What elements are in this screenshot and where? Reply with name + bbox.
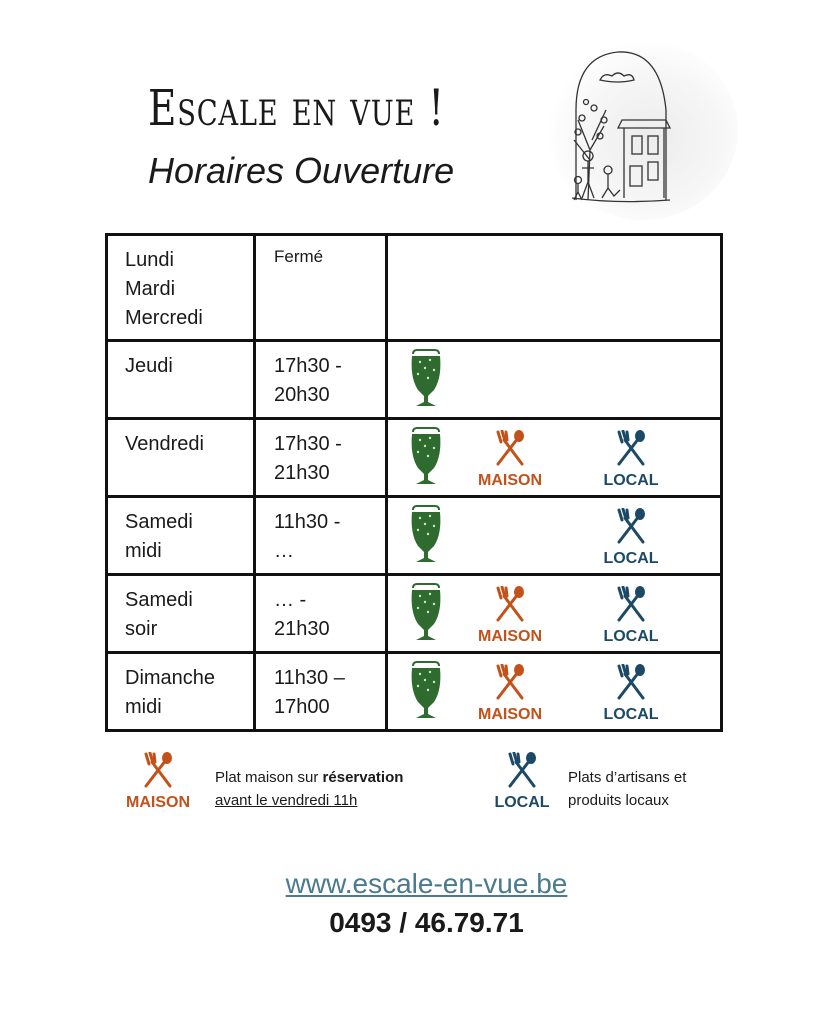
schedule-row — [107, 235, 722, 341]
local-label: LOCAL — [603, 550, 659, 567]
beer-glass-icon — [408, 504, 444, 566]
schedule-table — [105, 233, 723, 732]
house-logo — [548, 40, 738, 220]
hours-cell: … - 21h30 — [255, 575, 387, 653]
fork-spoon-icon — [615, 430, 647, 466]
hours-cell: 17h30 - 21h30 — [255, 419, 387, 497]
day-cell: Lundi Mardi Mercredi — [107, 235, 255, 341]
local-badge — [593, 430, 669, 490]
hours-cell: 17h30 - 20h30 — [255, 341, 387, 419]
schedule-row — [107, 497, 722, 575]
maison-badge — [472, 664, 548, 724]
beer-glass-icon — [408, 582, 444, 644]
offer-icons-cell — [387, 653, 722, 731]
day-cell: Dimanche midi — [107, 653, 255, 731]
legend-local-text: Plats d’artisans et produits locaux — [568, 769, 687, 809]
fork-spoon-icon — [494, 430, 526, 466]
local-badge — [593, 664, 669, 724]
schedule-row — [107, 341, 722, 419]
schedule-row — [107, 419, 722, 497]
fork-spoon-icon — [506, 752, 538, 788]
beer-glass-icon — [408, 348, 444, 410]
day-cell: Jeudi — [107, 341, 255, 419]
schedule-row — [107, 575, 722, 653]
legend-maison-icon — [120, 752, 196, 812]
local-badge — [593, 508, 669, 568]
maison-label: MAISON — [478, 472, 542, 489]
hours-cell: 11h30 – 17h00 — [255, 653, 387, 731]
schedule-row — [107, 653, 722, 731]
hours-cell: 11h30 - … — [255, 497, 387, 575]
phone-number: 0493 / 46.79.71 — [329, 907, 524, 938]
legend-maison-label: MAISON — [126, 794, 190, 811]
beer-glass-icon — [408, 348, 444, 410]
fork-spoon-icon — [615, 508, 647, 544]
local-label: LOCAL — [603, 706, 659, 723]
maison-badge — [472, 586, 548, 646]
maison-label: MAISON — [478, 628, 542, 645]
local-label: LOCAL — [603, 472, 659, 489]
beer-glass-icon — [408, 582, 444, 644]
legend-local-icon — [484, 752, 560, 812]
day-cell: Vendredi — [107, 419, 255, 497]
fork-spoon-icon — [494, 664, 526, 700]
local-label: LOCAL — [603, 628, 659, 645]
house-sketch-icon — [548, 40, 738, 220]
maison-label: MAISON — [478, 706, 542, 723]
offer-icons-cell — [387, 341, 722, 419]
offer-icons-cell — [387, 575, 722, 653]
day-cell: Samedi midi — [107, 497, 255, 575]
offer-icons-cell — [387, 235, 722, 341]
maison-badge — [472, 430, 548, 490]
beer-glass-icon — [408, 426, 444, 488]
offer-icons-cell — [387, 497, 722, 575]
fork-spoon-icon — [142, 752, 174, 788]
legend-local-label: LOCAL — [494, 794, 550, 811]
page-subtitle: Horaires Ouverture — [148, 150, 455, 191]
offer-icons-cell — [387, 419, 722, 497]
hours-cell: Fermé — [255, 235, 387, 341]
website-link[interactable]: www.escale-en-vue.be — [285, 868, 568, 899]
local-badge — [593, 586, 669, 646]
legend-maison-text: Plat maison sur réservation avant le vendredi 11h — [215, 769, 404, 809]
beer-glass-icon — [408, 426, 444, 488]
fork-spoon-icon — [494, 586, 526, 622]
page-title: Escale en vue ! — [148, 79, 445, 137]
beer-glass-icon — [408, 660, 444, 722]
day-cell: Samedi soir — [107, 575, 255, 653]
fork-spoon-icon — [615, 586, 647, 622]
beer-glass-icon — [408, 660, 444, 722]
beer-glass-icon — [408, 504, 444, 566]
fork-spoon-icon — [615, 664, 647, 700]
